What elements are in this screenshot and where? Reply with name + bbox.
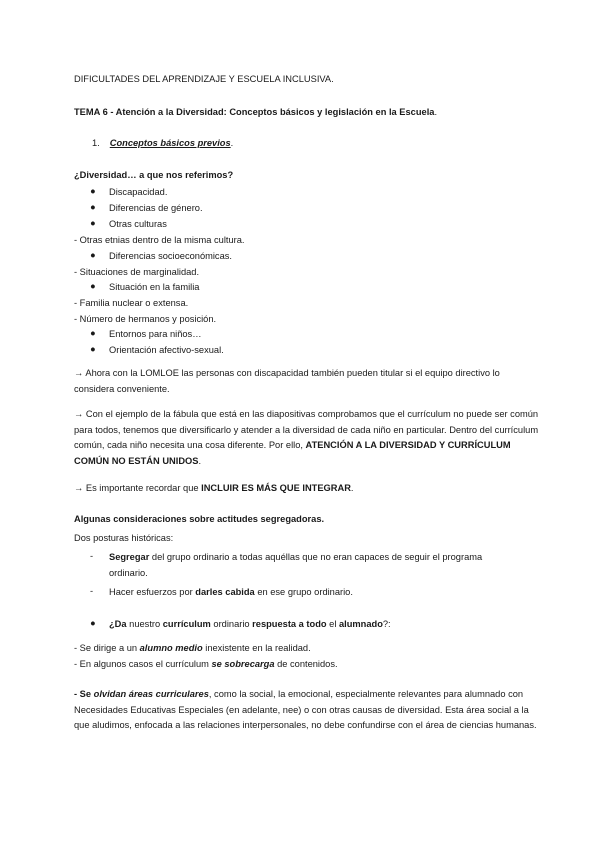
- paragraph-fabula-bold: ATENCIÓN A LA DIVERSIDAD Y CURRÍCULUM COMÚN NO ESTÁN UNIDOS: [74, 440, 511, 466]
- section-heading: [92, 137, 540, 149]
- bullet-icon: ●: [90, 328, 96, 338]
- bullet-icon: ●: [90, 250, 96, 260]
- document-heading: DIFICULTADES DEL APRENDIZAJE Y ESCUELA INCLUSIVA.: [74, 74, 334, 84]
- list-item: Orientación afectivo-sexual.: [109, 345, 224, 355]
- point-1-c: inexistente en la realidad.: [202, 643, 311, 653]
- point-2-c: de contenidos.: [274, 659, 338, 669]
- list-item: Discapacidad.: [109, 187, 168, 197]
- q2-f: el: [326, 619, 339, 629]
- bullet-icon: ●: [90, 202, 96, 212]
- posture-2-text: Hacer esfuerzos por: [109, 587, 196, 597]
- posture-1-text: del grupo ordinario a todas aquéllas que no eran capaces de seguir el programa: [149, 552, 483, 562]
- list-subitem: - Otras etnias dentro de la misma cultura.: [74, 235, 245, 245]
- list-subitem: - Número de hermanos y posición.: [74, 314, 217, 324]
- list-item: Otras culturas: [109, 219, 167, 229]
- posture-item: [109, 586, 540, 598]
- q2-c: currículum: [162, 619, 211, 629]
- paragraph-fabula: [74, 407, 540, 469]
- topic-title-end: .: [434, 107, 438, 117]
- bullet-icon: ●: [90, 186, 96, 196]
- final-lead: - Se: [74, 689, 94, 699]
- posture-2-end: en ese grupo ordinario.: [254, 587, 353, 597]
- diversity-question-bold: ¿Diversidad…: [74, 170, 140, 180]
- topic-title: [74, 106, 540, 118]
- section-title: Conceptos básicos previos: [109, 138, 231, 148]
- posture-2-bold: darles cabida: [195, 587, 255, 597]
- q2-b: nuestro: [126, 619, 163, 629]
- q2-e: respuesta a todo: [252, 619, 327, 629]
- paragraph-incluir-end: .: [350, 483, 354, 493]
- curriculum-question: [109, 618, 540, 630]
- postures-label: Dos posturas históricas:: [74, 533, 174, 543]
- final-text: , como la social, la emocional, especialmente relevantes para alumnado con Necesidades Educativas Especiales (en adelante, nee) o con otras causas de diversidad. Esta área social a la que aludimos, enfocada a las relaciones interpersonales, no debe confundirse con el área de ciencias humanas.: [74, 689, 537, 730]
- considerations-heading: Algunas consideraciones sobre actitudes segregadoras.: [74, 514, 325, 524]
- bullet-icon: ●: [90, 618, 96, 628]
- paragraph-incluir: [74, 482, 540, 494]
- point-sobrecarga: [74, 658, 540, 670]
- point-1-b: alumno medio: [139, 643, 203, 653]
- q2-a: ¿Da: [109, 619, 127, 629]
- section-number: 1.: [92, 138, 100, 148]
- dash-icon: -: [90, 586, 94, 596]
- paragraph-incluir-bold: INCLUIR ES MÁS QUE INTEGRAR: [201, 483, 351, 493]
- point-alumno-medio: [74, 642, 540, 654]
- posture-item: [109, 551, 540, 563]
- bullet-icon: ●: [90, 281, 96, 291]
- q2-d: ordinario: [210, 619, 253, 629]
- paragraph-incluir-text: → Es importante recordar que: [74, 483, 202, 493]
- paragraph-areas: [74, 687, 540, 734]
- topic-label: TEMA 6: [74, 107, 108, 117]
- final-bold: olvidan áreas curriculares: [93, 689, 209, 699]
- point-1-a: - Se dirige a un: [74, 643, 140, 653]
- list-item: Situación en la familia: [109, 282, 200, 292]
- q2-g: alumnado: [338, 619, 383, 629]
- point-2-b: se sobrecarga: [211, 659, 275, 669]
- section-title-end: .: [230, 138, 234, 148]
- paragraph-fabula-end: .: [198, 455, 202, 466]
- topic-title-text: - Atención a la Diversidad: Conceptos básicos y legislación en la Escuela: [107, 107, 435, 117]
- bullet-icon: ●: [90, 344, 96, 354]
- posture-item-continued: ordinario.: [109, 568, 148, 578]
- list-subitem: - Familia nuclear o extensa.: [74, 298, 189, 308]
- dash-icon: -: [90, 551, 94, 561]
- list-subitem: - Situaciones de marginalidad.: [74, 267, 200, 277]
- point-2-a: - En algunos casos el currículum: [74, 659, 212, 669]
- diversity-question-rest: a que nos referimos?: [139, 170, 234, 180]
- q2-h: ?:: [382, 619, 391, 629]
- bullet-icon: ●: [90, 218, 96, 228]
- list-item: Diferencias de género.: [109, 203, 203, 213]
- list-item: Diferencias socioeconómicas.: [109, 251, 232, 261]
- posture-1-bold: Segregar: [109, 552, 150, 562]
- diversity-question: [74, 169, 540, 181]
- list-item: Entornos para niños…: [109, 329, 202, 339]
- paragraph-fabula-text: → Con el ejemplo de la fábula que está en las diapositivas comprobamos que el currículum no puede ser común para todos, tenemos que diversificarlo y atender a la diversidad de cada niño en particular. Dentro del currículum común, cada niño necesita una cosa diferente. Por ello,: [74, 409, 539, 450]
- paragraph-lomloe: → Ahora con la LOMLOE las personas con discapacidad también pueden titular si el equipo directivo lo considera conveniente.: [74, 368, 500, 394]
